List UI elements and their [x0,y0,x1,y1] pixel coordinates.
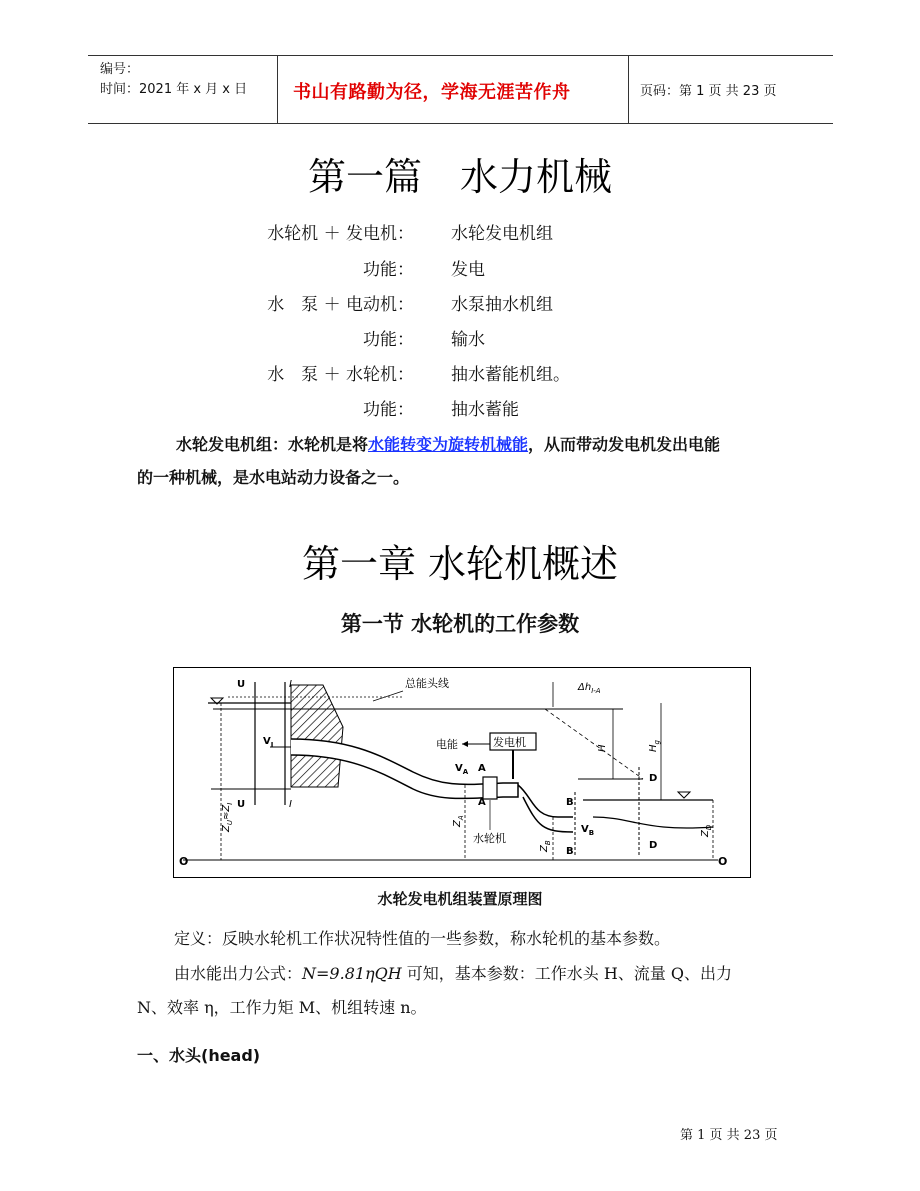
label-zd: $Z_D$ [700,824,713,837]
header-divider [277,56,278,123]
pair-right: 抽水蓄能 [451,400,519,420]
pair-left: 水轮机 ＋ 发电机： [267,224,414,244]
label-zu: $Z_U\approx Z_I$ [221,802,234,832]
pair-left: 功能： [363,330,414,350]
definition-text: 水轮发电机组：水轮机是将 [176,435,369,454]
label-vb: $V_B$ [581,824,595,837]
label-turbine: 水轮机 [473,832,506,845]
label-b-bottom: B [566,846,574,857]
pair-right: 水轮发电机组 [451,224,553,244]
label-vi: $V_I$ [263,736,274,749]
pair-left: 功能： [363,260,414,280]
energy-conversion-link[interactable]: 水能转变为旋转机械能 [368,435,529,454]
formula: N=9.81ηQH [302,964,402,983]
part-title: 第一篇 水力机械 [307,155,612,199]
label-hg: $H_g$ [648,740,661,752]
page-footer: 第 1 页 共 23 页 [680,1128,778,1143]
header-number-label: 编号： [100,62,140,77]
formula-prefix: 由水能出力公式： [174,964,303,983]
chapter-title: 第一章 水轮机概述 [301,542,619,586]
label-h: H [597,744,608,752]
definition-line-2: 的一种机械，是水电站动力设备之一。 [137,468,410,487]
formula-suffix: 可知，基本参数：工作水头 H、流量 Q、出力 [401,964,733,983]
label-i-bottom: I [289,799,292,810]
label-va: $V_A$ [455,763,469,776]
label-b-top: B [566,797,574,808]
pair-left: 水 泵 ＋ 水轮机： [267,365,414,385]
formula-line-1 [174,961,732,984]
definition-line-1 [176,432,720,455]
pair-right: 水泵抽水机组 [451,295,553,315]
label-i-top: I [289,679,292,690]
label-generator: 发电机 [493,736,526,749]
definition-params: 定义：反映水轮机工作状况特性值的一些参数，称水轮机的基本参数。 [174,929,671,948]
header-page-label: 页码：第 1 页 共 23 页 [640,84,777,99]
label-total-energy-line: 总能头线 [405,677,449,690]
label-u-bottom: U [237,799,246,810]
definition-text: ，从而带动发电机发出电能 [528,435,721,454]
label-za: $Z_A$ [452,815,465,827]
label-electric-energy: 电能 [436,738,458,751]
pair-right: 输水 [451,330,485,350]
pair-left: 水 泵 ＋ 电动机： [267,295,414,315]
label-o-right: O [718,855,728,868]
label-a-top: A [478,763,486,774]
turbine-body [483,777,497,799]
section-title: 第一节 水轮机的工作参数 [340,612,580,636]
label-d-top: D [649,773,658,784]
figure-caption: 水轮发电机组装置原理图 [377,890,543,908]
label-zb: $Z_B$ [539,840,552,852]
pair-right: 抽水蓄能机组。 [451,365,570,385]
label-u-top: U [237,679,246,690]
label-a-bottom: A [478,797,486,808]
label-o-left: O [179,855,189,868]
header-motto: 书山有路勤为径，学海无涯苦作舟 [293,82,571,103]
label-dh: $\Delta h_{I-A}$ [578,682,601,695]
header-time-label: 时间：2021 年 x 月 x 日 [100,82,248,97]
formula-line-2: N、效率 η，工作力矩 M、机组转速 n。 [137,998,427,1017]
header-divider [628,56,629,123]
pair-left: 功能： [363,400,414,420]
label-d-bottom: D [649,840,658,851]
turbine-diagram [173,667,751,878]
pair-right: 发电 [451,260,485,280]
heading-head: 一、水头(head) [137,1046,261,1065]
